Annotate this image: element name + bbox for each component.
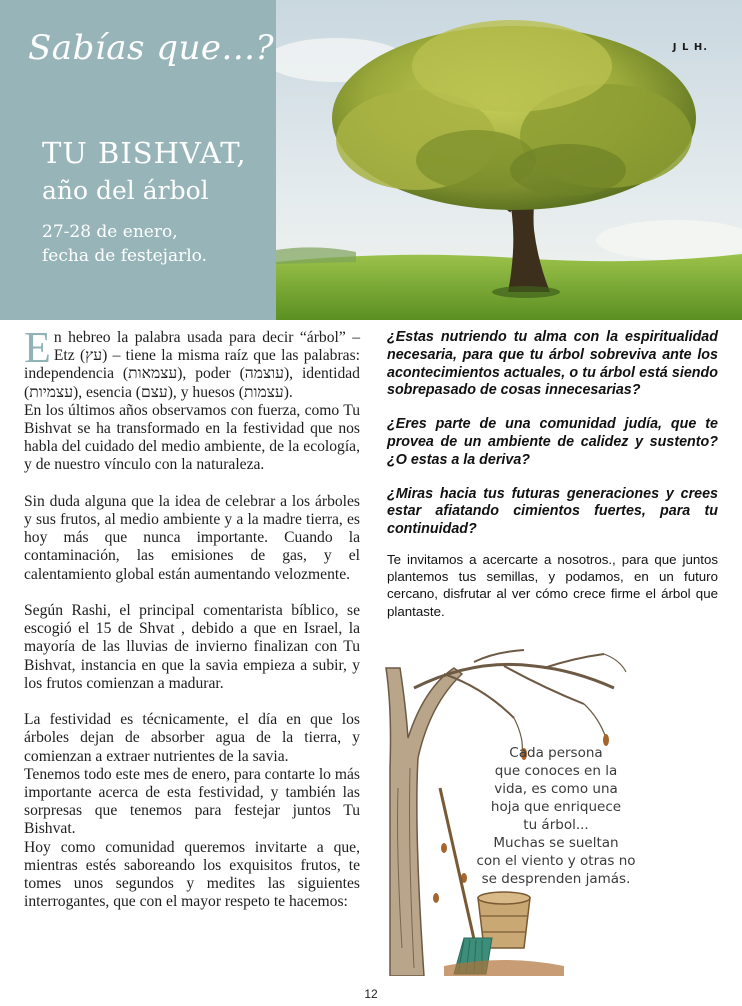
quote-text: Cada persona que conoces en la vida, es como una hoja que enriquece tu árbol... Muchas se sueltan con el viento y otras no se desprenden jamás. [476,745,636,887]
section-kicker: Sabías que...? [28,28,275,68]
paragraph: Sin duda alguna que la idea de celebrar a los árboles y sus frutos, al medio ambiente y a la madre tierra, es hoy más que nunca importante. Cuando la contaminación, las emisiones de gas, y el calentamiento global están aumentando velozmente. [24,492,360,583]
tree-photo [276,0,742,320]
paragraph: En los últimos años observamos con fuerza, como Tu Bishvat se ha transformado en la festividad que nos habla del cuidado del medio ambiente, de la ecología, y de nuestro vínculo con la naturaleza. [24,401,360,474]
invitation-text: Te invitamos a acercarte a nosotros., para que juntos plantemos tus semillas, y podamos, en un futuro cercano, disfrutar al ver cómo crece firme el árbol que plantaste. [387,551,718,619]
questions-column [387,329,718,620]
paragraph: La festividad es técnicamente, el día en que los árboles dejan de absorber agua de la tierra, y comienzan a extraer nutrientes de la savia. [24,711,360,765]
question: ¿Estas nutriendo tu alma con la espiritualidad necesaria, para que tu árbol sobreviva ante los acontecimientos actuales, o tu árbol está siendo sobrepasado de cosas innecesarias? [387,329,718,399]
title-panel [0,0,276,320]
paragraph: Hoy como comunidad queremos invitarte a que, mientras estés saboreando los exquisitos frutos, te tomes unos segundos y medites las siguientes interrogantes, que con el mayor respeto te hacemos: [24,838,360,911]
question: ¿Miras hacia tus futuras generaciones y crees estar afiatando cimientos fuertes, para tu continuidad? [387,485,718,538]
paragraph-intro: En hebreo la palabra usada para decir “árbol” – Etz (עץ) – tiene la misma raíz que las palabras: independencia (עצמאות), poder (עוצמה), identidad (עצמיות), esencia (עצם), y huesos (עצמות). [24,323,360,401]
page-number: 12 [364,987,378,1001]
drop-cap: E [24,323,51,372]
paragraph: Tenemos todo este mes de enero, para contarte lo más importante acerca de esta festividad, y también las sorpresas que tenemos para festejar juntos Tu Bishvat. [24,765,360,838]
author-initials: J L H. [672,42,708,53]
question: ¿Eres parte de una comunidad judía, que te provea de un ambiente de calidez y sustento? ¿O estas a la deriva? [387,416,718,468]
date-line-1: 27-28 de enero, [42,222,178,242]
article-subtitle: año del árbol [42,176,209,205]
date-line-2: fecha de festejarlo. [42,246,207,266]
article-header [0,0,742,320]
paragraph: Según Rashi, el principal comentarista bíblico, se escogió el 15 de Shvat , debido a que en Israel, la mayoría de las lluvias de invierno finalizan con Tu Bishvat, instancia en que la savia empieza a subir, y los frutos comienzan a madurar. [24,602,360,692]
article-title: TU BISHVAT, [42,136,247,170]
article-body [24,323,360,911]
